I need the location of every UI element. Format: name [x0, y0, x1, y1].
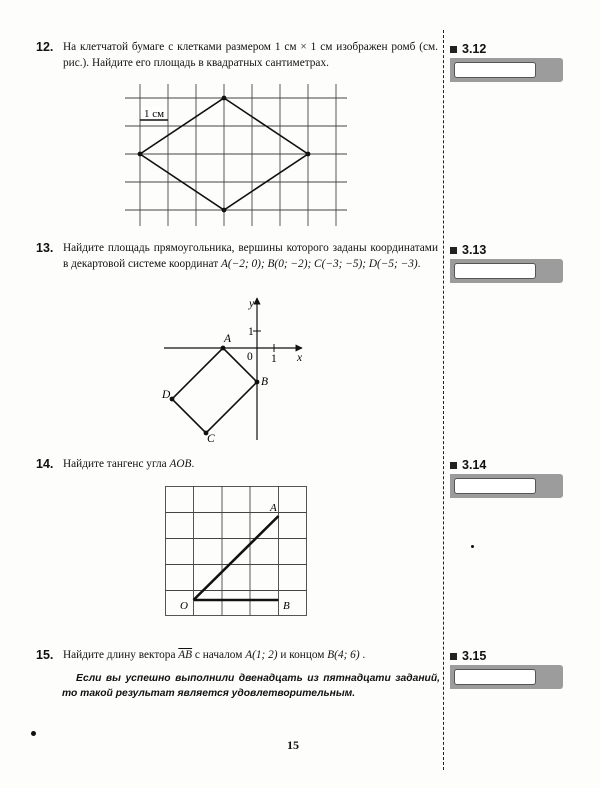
- answer-field[interactable]: [450, 58, 563, 82]
- coordinate-figure: [160, 292, 310, 444]
- point-label-a: A: [270, 502, 277, 514]
- y-axis-label: y: [249, 298, 255, 310]
- point-label-c: C: [207, 433, 215, 444]
- task-number: 13.: [36, 241, 54, 255]
- task-13: [36, 241, 438, 272]
- square-bullet-icon: [450, 46, 457, 53]
- square-bullet-icon: [450, 247, 457, 254]
- task-text: Найдите тангенс угла AOB.: [63, 458, 195, 470]
- task-text: На клетчатой бумаге с клетками размером 1 см × 1 см изображен ромб (см. рис.). Найдите его площадь в квадратных сантиметрах.: [63, 41, 438, 69]
- point-label-o: O: [180, 600, 188, 612]
- dashed-divider: [443, 30, 444, 770]
- answer-block-3-13: [450, 243, 570, 283]
- page-number: 15: [287, 738, 299, 752]
- point-label-b: B: [283, 600, 290, 612]
- task-text: Найдите площадь прямоугольника, вершины которого заданы координатами в декартовой системе координат A(−2; 0); B(0; −2); C(−3; −5); D(−5; −3).: [63, 242, 438, 270]
- y-unit-label: 1: [248, 326, 254, 338]
- stray-dot: [471, 545, 474, 548]
- answer-label: 3.12: [462, 42, 487, 56]
- answer-field[interactable]: [450, 259, 563, 283]
- rhombus-figure: [125, 84, 347, 226]
- x-axis-label: x: [297, 352, 303, 364]
- answer-label: 3.14: [462, 458, 487, 472]
- task-number: 14.: [36, 457, 54, 471]
- task-number: 12.: [36, 40, 54, 54]
- task-14: [36, 457, 438, 473]
- origin-label: 0: [247, 351, 253, 363]
- answer-field[interactable]: [450, 665, 563, 689]
- ray-oa: [194, 516, 279, 600]
- task-text: Найдите длину вектора $\overline{AB}$ с началом A(1; 2) и концом B(4; 6) .: [63, 649, 366, 661]
- square-bullet-icon: [450, 653, 457, 660]
- x-unit-label: 1: [271, 353, 277, 365]
- answer-label: 3.13: [462, 243, 487, 257]
- task-number: 15.: [36, 648, 54, 662]
- answer-block-3-15: [450, 649, 570, 689]
- stray-dot: [31, 731, 36, 736]
- answer-block-3-14: [450, 458, 570, 498]
- answer-label: 3.15: [462, 649, 487, 663]
- point-label-b: B: [261, 376, 269, 388]
- square-bullet-icon: [450, 462, 457, 469]
- task-12: [36, 40, 438, 71]
- answer-field[interactable]: [450, 474, 563, 498]
- point-label-d: D: [162, 389, 171, 401]
- point-label-a: A: [224, 333, 232, 345]
- rectangle-abcd: [172, 348, 257, 433]
- scale-label: 1 см: [143, 108, 165, 120]
- footer-note: Если вы успешно выполнили двенадцать из пятнадцати заданий, то такой результат является удовлетворительным.: [62, 673, 440, 699]
- angle-figure: [165, 486, 310, 618]
- answer-block-3-12: [450, 42, 570, 82]
- task-15: [36, 648, 438, 664]
